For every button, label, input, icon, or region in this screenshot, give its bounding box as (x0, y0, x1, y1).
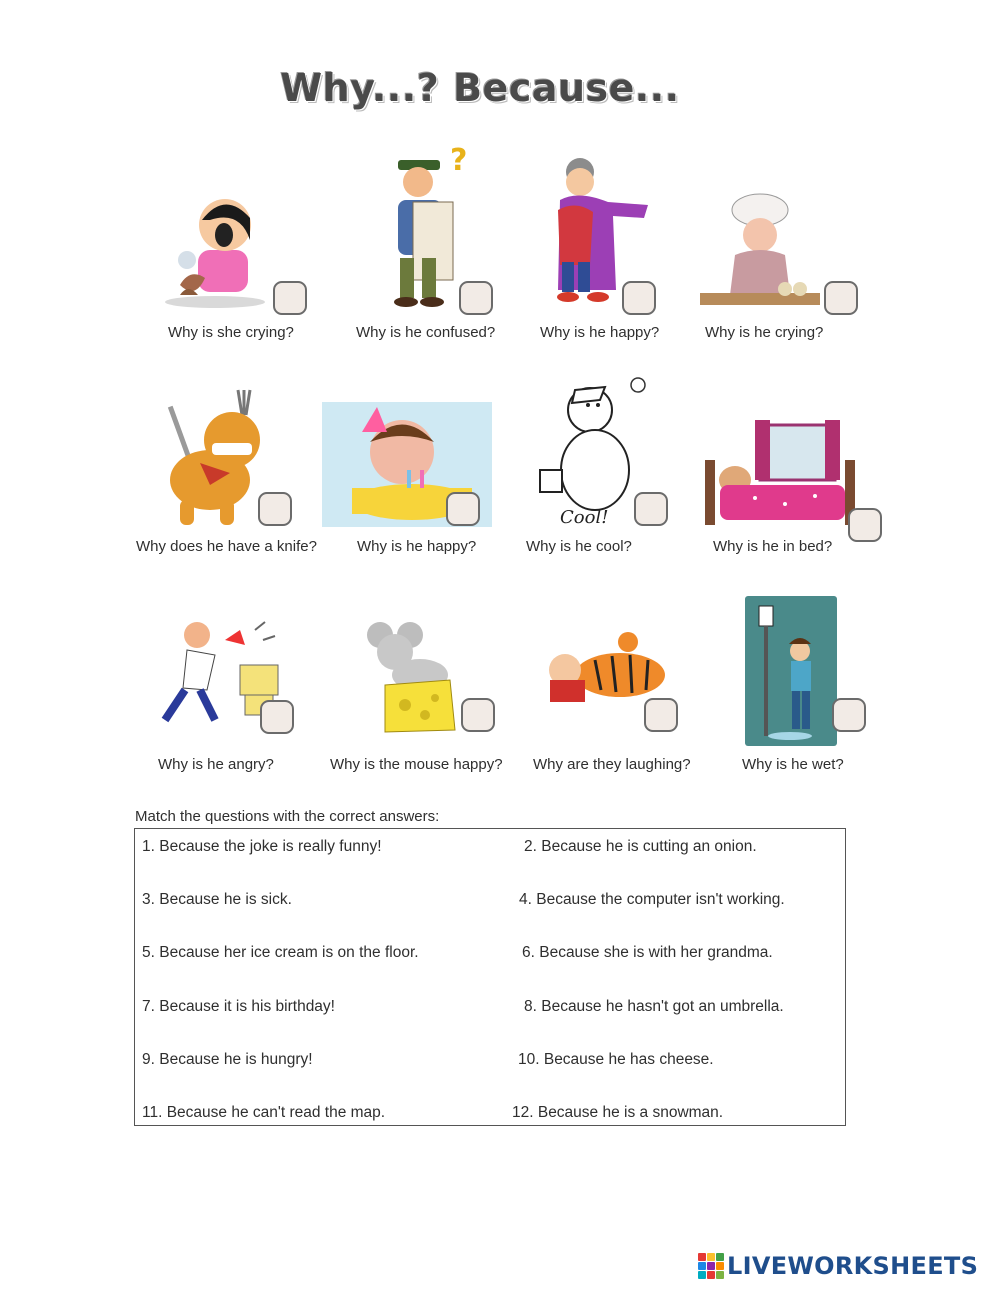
answer-8: 8. Because he hasn't got an umbrella. (524, 998, 784, 1015)
svg-text:?: ? (450, 143, 468, 178)
answer-box-q5[interactable] (258, 492, 292, 526)
wet-boy-rain-image (745, 596, 837, 746)
answer-box-q12[interactable] (832, 698, 866, 732)
question-5: Why does he have a knife? (136, 538, 317, 555)
logo-grid-icon (698, 1253, 724, 1279)
answer-box-q2[interactable] (459, 281, 493, 315)
question-4: Why is he crying? (705, 324, 824, 341)
answer-12: 12. Because he is a snowman. (512, 1104, 724, 1121)
mouse-cheese-image (340, 620, 460, 735)
question-1: Why is she crying? (168, 324, 294, 341)
answer-box-q8[interactable] (848, 508, 882, 542)
crying-girl-image (140, 180, 290, 310)
question-8: Why is he in bed? (713, 538, 833, 555)
answer-box-q10[interactable] (461, 698, 495, 732)
answer-6: 6. Because she is with her grandma. (522, 944, 773, 961)
answer-5: 5. Because her ice cream is on the floor. (142, 944, 419, 961)
answer-10: 10. Because he has cheese. (518, 1051, 714, 1068)
question-3: Why is he happy? (540, 324, 660, 341)
question-11: Why are they laughing? (533, 756, 691, 773)
answer-box-q1[interactable] (273, 281, 307, 315)
question-12: Why is he wet? (742, 756, 844, 773)
sick-in-bed-image (705, 420, 855, 530)
question-2: Why is he confused? (356, 324, 496, 341)
onion-chef-image (700, 185, 830, 310)
answers-panel (134, 828, 846, 1126)
answer-box-q7[interactable] (634, 492, 668, 526)
answer-11: 11. Because he can't read the map. (142, 1104, 386, 1121)
answer-7: 7. Because it is his birthday! (142, 998, 335, 1015)
answer-3: 3. Because he is sick. (142, 891, 292, 908)
answer-2: 2. Because he is cutting an onion. (524, 838, 757, 855)
logo-text: LIVEWORKSHEETS (727, 1252, 979, 1280)
answer-box-q6[interactable] (446, 492, 480, 526)
answer-4: 4. Because the computer isn't working. (519, 891, 785, 908)
question-7: Why is he cool? (526, 538, 632, 555)
answer-box-q4[interactable] (824, 281, 858, 315)
answer-box-q9[interactable] (260, 700, 294, 734)
question-6: Why is he happy? (357, 538, 477, 555)
answer-1: 1. Because the joke is really funny! (142, 838, 382, 855)
snowman-caption: Cool! (560, 507, 609, 528)
answer-9: 9. Because he is hungry! (142, 1051, 313, 1068)
instruction-text: Match the questions with the correct answers: (135, 808, 440, 825)
answer-box-q11[interactable] (644, 698, 678, 732)
answer-box-q3[interactable] (622, 281, 656, 315)
question-9: Why is he angry? (158, 756, 274, 773)
question-10: Why is the mouse happy? (330, 756, 503, 773)
liveworksheets-logo (698, 1252, 978, 1280)
worksheet-title: Why...? Because... (280, 66, 680, 110)
